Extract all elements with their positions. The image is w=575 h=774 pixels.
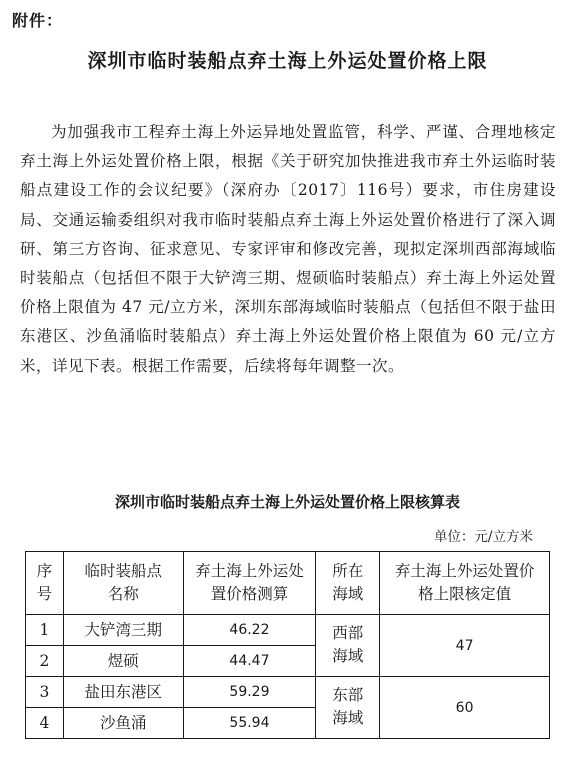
table-header-row [26,552,550,615]
row-price-estimate: 55.94 [183,708,316,739]
region-cell: 西部海域 [316,615,380,677]
attachment-label: 附件： [12,11,64,30]
row-seq: 2 [26,646,64,677]
price-limit-cell: 47 [380,615,550,677]
row-seq: 1 [26,615,64,646]
row-price-estimate: 46.22 [183,615,316,646]
table-row [26,677,550,708]
price-limit-cell: 60 [380,677,550,739]
header-price-limit: 弃土海上外运处置价格上限核定值 [380,552,550,615]
row-price-estimate: 44.47 [183,646,316,677]
header-point-name: 临时装船点名称 [63,552,183,615]
unit-label: 单位：元/立方米 [433,529,533,545]
table-title: 深圳市临时装船点弃土海上外运处置价格上限核算表 [114,493,460,511]
row-point-name: 煜硕 [63,646,183,677]
document-title: 深圳市临时装船点弃土海上外运处置价格上限 [87,50,488,72]
row-point-name: 沙鱼涌 [63,708,183,739]
row-point-name: 盐田东港区 [63,677,183,708]
row-seq: 3 [26,677,64,708]
header-region: 所在海域 [316,552,380,615]
price-table [25,551,550,739]
body-paragraph: 为加强我市工程弃土海上外运异地处置监管，科学、严谨、合理地核定弃土海上外运处置价格上限，根据《关于研究加快推进我市弃土外运临时装船点建设工作的会议纪要》（深府办〔2017〕116号）要求，市住房建设局、交通运输委组织对我市临时装船点弃土海上外运处置价格进行了深入调研、第三方咨询、征求意见、专家评审和修改完善，现拟定深圳西部海域临时装船点（包括但不限于大铲湾三期、煜硕临时装船点）弃土海上外运处置价格上限值为 47 元/立方米，深圳东部海域临时装船点（包括但不限于盐田东港区、沙鱼涌临时装船点）弃土海上外运处置价格上限值为 60 元/立方米，详见下表。根据工作需要，后续将每年调整一次。 [20,123,556,375]
table-row [26,615,550,646]
row-point-name: 大铲湾三期 [63,615,183,646]
row-price-estimate: 59.29 [183,677,316,708]
region-cell: 东部海域 [316,677,380,739]
header-seq: 序号 [26,552,64,615]
header-price-estimate: 弃土海上外运处置价格测算 [183,552,316,615]
row-seq: 4 [26,708,64,739]
